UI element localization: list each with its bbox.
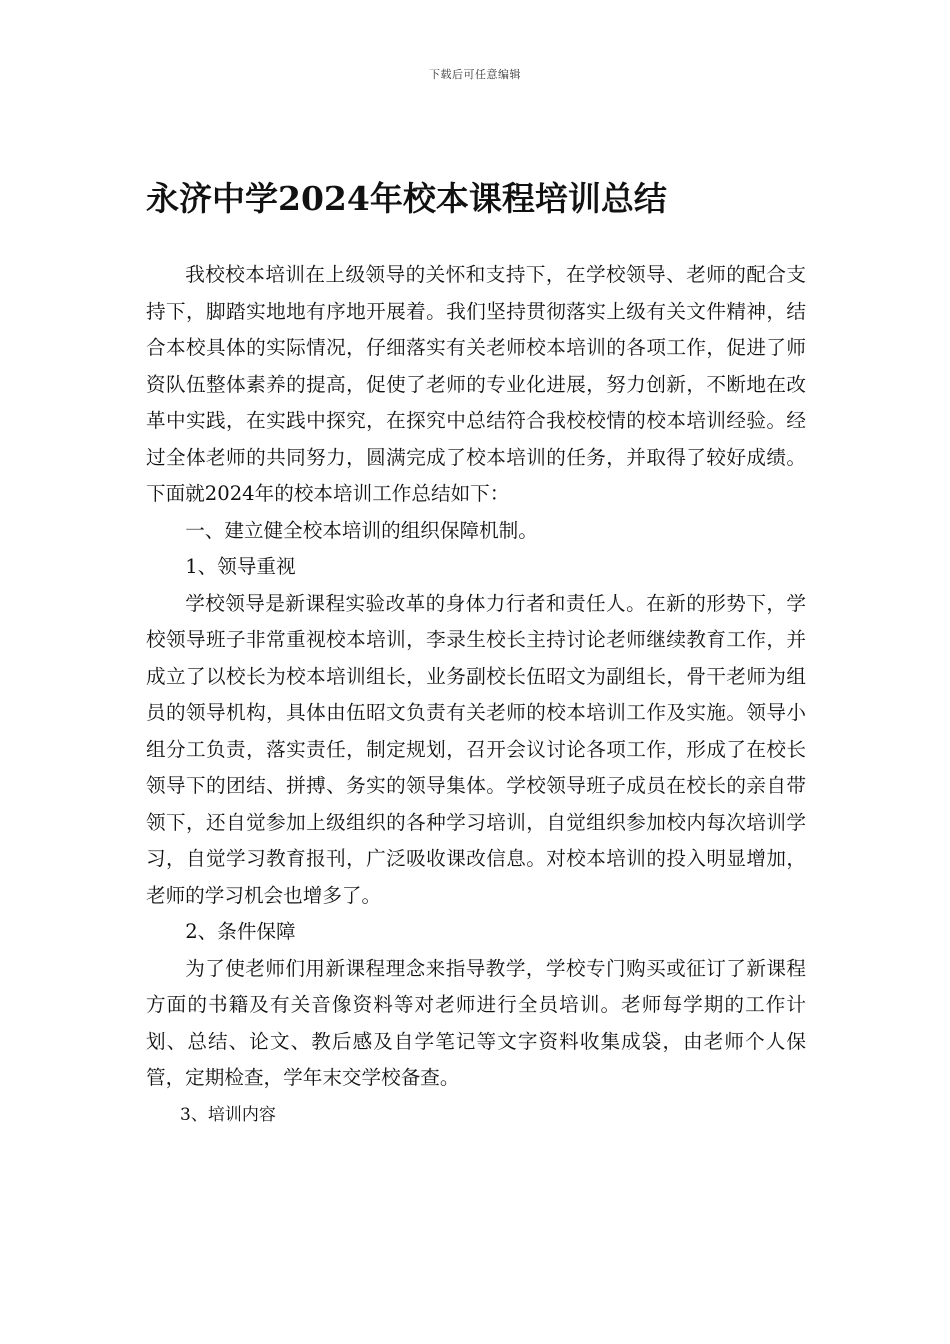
section-heading-1: 一、建立健全校本培训的组织保障机制。: [185, 518, 538, 542]
paragraph-conditions: 为了使老师们用新课程理念来指导教学，学校专门购买或征订了新课程方面的书籍及有关音像资料等对老师进行全员培训。老师每学期的工作计划、总结、论文、教后感及自学笔记等文字资料收集成袋，由老师个人保管，定期检查，学年末交学校备查。: [146, 956, 806, 1089]
paragraph-intro: 我校校本培训在上级领导的关怀和支持下，在学校领导、老师的配合支持下，脚踏实地地有序地开展着。我们坚持贯彻落实上级有关文件精神，结合本校具体的实际情况，仔细落实有关老师校本培训的各项工作，促进了师资队伍整体素养的提高，促使了老师的专业化进展，努力创新，不断地在改革中实践，在实践中探究，在探究中总结符合我校校情的校本培训经验。经过全体老师的共同努力，圆满完成了校本培训的任务，并取得了较好成绩。下面就2024年的校本培训工作总结如下：: [146, 263, 806, 505]
document-title: 永济中学2024年校本课程培训总结: [146, 179, 667, 218]
subsection-heading-leadership: 1、领导重视: [185, 555, 296, 578]
header-note: 下载后可任意编辑: [429, 68, 521, 81]
subsection-heading-conditions: 2、条件保障: [185, 920, 296, 943]
subsection-heading-content: 3、培训内容: [180, 1104, 276, 1125]
document-body: [146, 257, 806, 1133]
paragraph-leadership: 学校领导是新课程实验改革的身体力行者和责任人。在新的形势下，学校领导班子非常重视校本培训，李录生校长主持讨论老师继续教育工作，并成立了以校长为校本培训组长，业务副校长伍昭文为副组长，骨干老师为组员的领导机构，具体由伍昭文负责有关老师的校本培训工作及实施。领导小组分工负责，落实责任，制定规划，召开会议讨论各项工作，形成了在校长领导下的团结、拼搏、务实的领导集体。学校领导班子成员在校长的亲自带领下，还自觉参加上级组织的各种学习培训，自觉组织参加校内每次培训学习，自觉学习教育报刊，广泛吸收课改信息。对校本培训的投入明显增加，老师的学习机会也增多了。: [146, 591, 806, 907]
